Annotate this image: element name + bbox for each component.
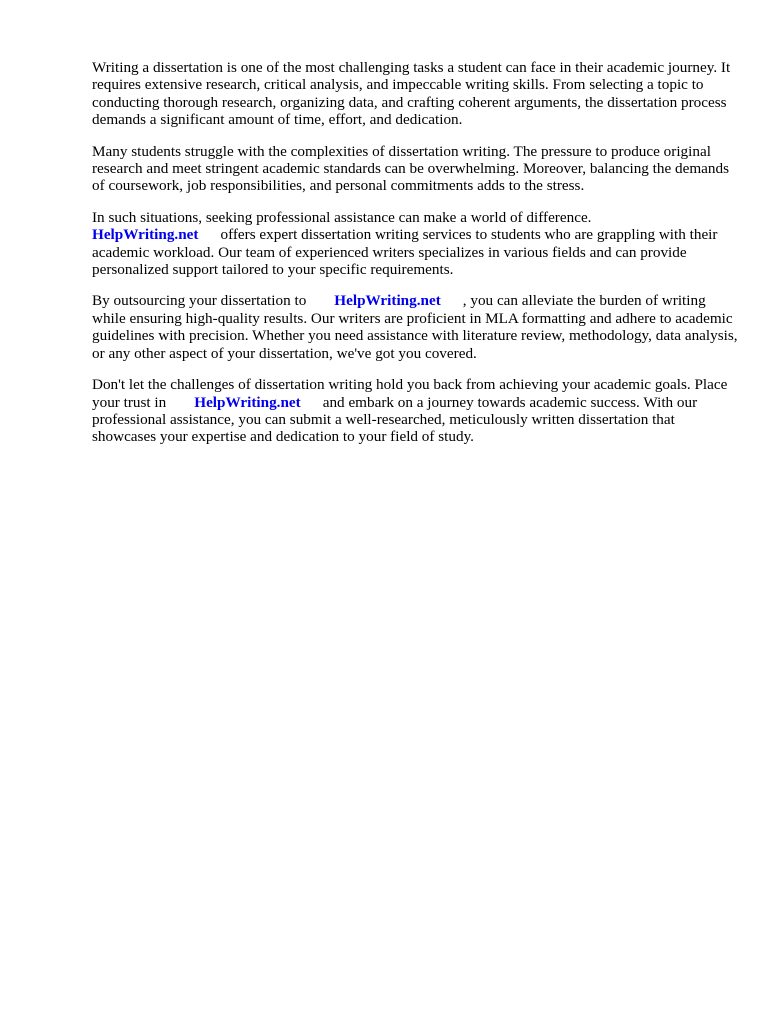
paragraph-5 xyxy=(92,376,742,446)
paragraph-5-text-after: and embark on a journey towards academic success. With our professional assistance, you can submit a well-researched, meticulously written dissertation that showcases your expertise and dedication to your field of study. xyxy=(92,393,698,446)
paragraph-3-text-after: offers expert dissertation writing services to students who are grappling with their academic workload. Our team of experienced writers specializes in various fields and can provide personalized support tailored to your specific requirements. xyxy=(92,226,718,279)
helpwriting-link-2[interactable]: HelpWriting.net xyxy=(334,292,441,310)
paragraph-5-text-before: Don't let the challenges of dissertation writing hold you back from achieving your academic goals. Place your trust in xyxy=(92,376,728,411)
paragraph-2 xyxy=(92,143,742,195)
paragraph-4-text-before: By outsourcing your dissertation to xyxy=(92,292,307,310)
paragraph-3-text-before: In such situations, seeking professional assistance can make a world of difference. xyxy=(92,208,592,226)
paragraph-2-text: Many students struggle with the complexities of dissertation writing. The pressure to produce original research and meet stringent academic standards can be overwhelming. Moreover, balancing the demands of coursework, job responsibilities, and personal commitments adds to the stress. xyxy=(92,142,730,195)
helpwriting-link-1[interactable]: HelpWriting.net xyxy=(92,226,199,244)
paragraph-1-text: Writing a dissertation is one of the most challenging tasks a student can face in their academic journey. It requires extensive research, critical analysis, and impeccable writing skills. From selecting a topic to conducting thorough research, organizing data, and crafting coherent arguments, the dissertation process demands a significant amount of time, effort, and dedication. xyxy=(92,59,731,129)
helpwriting-link-3[interactable]: HelpWriting.net xyxy=(194,393,301,411)
paragraph-1 xyxy=(92,59,742,129)
document-body xyxy=(92,59,742,460)
paragraph-4-text-after: , you can alleviate the burden of writing while ensuring high-quality results. Our writers are proficient in MLA formatting and adhere to academic guidelines with precision. Whether you need assistance with literature review, methodology, data analysis, or any other aspect of your dissertation, we've got you covered. xyxy=(92,292,738,362)
paragraph-3 xyxy=(92,209,742,279)
paragraph-4 xyxy=(92,292,742,362)
